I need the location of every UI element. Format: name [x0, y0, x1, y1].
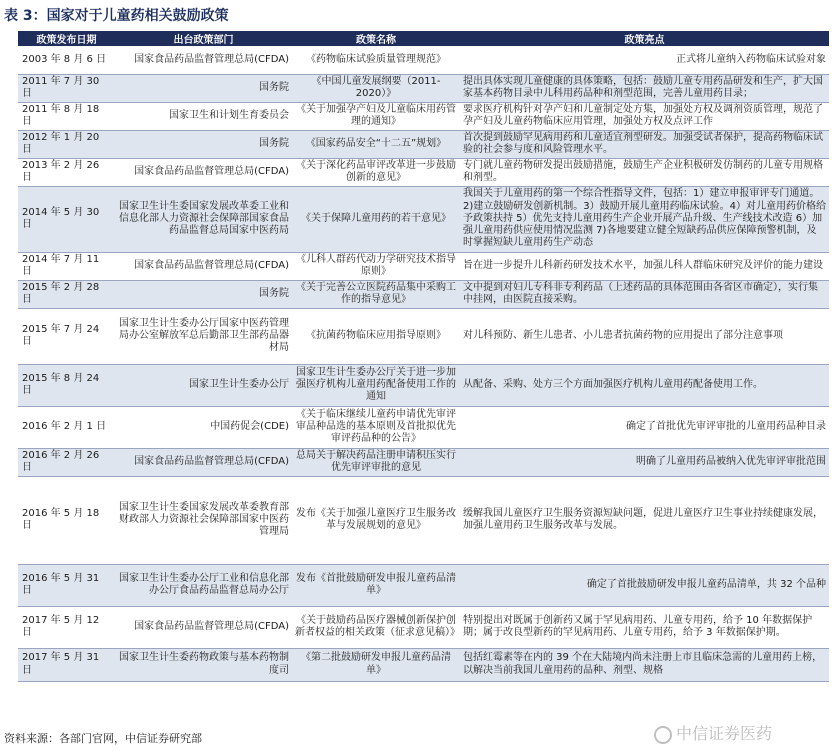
table-row	[18, 130, 829, 158]
table-row	[18, 606, 829, 648]
cell-highlight: 从配备、采购、处方三个方面加强医疗机构儿童用药配备使用工作。	[460, 364, 829, 406]
header-date: 政策发布日期	[18, 31, 115, 46]
table-row	[18, 74, 829, 102]
cell-date: 2016 年 2 月 26 日	[18, 448, 115, 476]
cell-department: 国家食品药品监督管理总局(CFDA)	[115, 46, 292, 74]
cell-policy-name: 《关于完善公立医院药品集中采购工作的指导意见》	[292, 280, 460, 308]
table-row	[18, 102, 829, 130]
table-row	[18, 406, 829, 448]
table-row	[18, 648, 829, 681]
cell-highlight: 文中提到对妇儿专科非专利药品（上述药品的具体范围由各省区市确定），实行集中挂网，由医院直接采购。	[460, 280, 829, 308]
cell-department: 国家卫生计生委办公厅	[115, 364, 292, 406]
cell-policy-name: 《药物临床试验质量管理规范》	[292, 46, 460, 74]
cell-department: 国务院	[115, 280, 292, 308]
cell-policy-name: 发布《首批鼓励研发申报儿童药品清单》	[292, 564, 460, 606]
cell-policy-name: 总局关于解决药品注册申请积压实行优先审评审批的意见	[292, 448, 460, 476]
cell-policy-name: 《关于加强孕产妇及儿童临床用药管理的通知》	[292, 102, 460, 130]
table-row	[18, 186, 829, 252]
cell-highlight: 提出具体实现儿童健康的具体策略，包括：鼓励儿童专用药品研发和生产，扩大国家基本药物目录中儿科用药品种和剂型范围，完善儿童用药目录；	[460, 74, 829, 102]
cell-department: 中国药促会(CDE)	[115, 406, 292, 448]
table-row	[18, 364, 829, 406]
table-row	[18, 448, 829, 476]
cell-highlight: 正式将儿童纳入药物临床试验对象	[460, 46, 829, 74]
wechat-logo-icon	[654, 726, 672, 744]
header-policy-name: 政策名称	[292, 31, 460, 46]
cell-highlight: 要求医疗机构针对孕产妇和儿童制定处方集，加强处方权及调剂资质管理，规范了孕产妇及儿童药物临床应用管理，加强处方权及点评工作	[460, 102, 829, 130]
cell-date: 2003 年 8 月 6 日	[18, 46, 115, 74]
cell-date: 2015 年 2 月 28 日	[18, 280, 115, 308]
header-department: 出台政策部门	[115, 31, 292, 46]
source-note: 资料来源：各部门官网，中信证券研究部	[4, 732, 202, 745]
cell-department: 国家食品药品监督管理总局(CFDA)	[115, 252, 292, 280]
cell-highlight: 确定了首批鼓励研发申报儿童药品清单，共 32 个品种	[460, 564, 829, 606]
cell-policy-name: 《关于临床继续儿童药申请优先审评审品种品选的基本原则及首批拟优先审评药品种的公告》	[292, 406, 460, 448]
cell-date: 2015 年 7 月 24 日	[18, 308, 115, 364]
table-row	[18, 158, 829, 186]
header-highlights: 政策亮点	[460, 31, 829, 46]
cell-date: 2016 年 5 月 18 日	[18, 476, 115, 564]
table-title: 表 3：国家对于儿童药相关鼓励政策	[4, 8, 229, 24]
cell-department: 国家食品药品监督管理总局(CFDA)	[115, 606, 292, 648]
cell-policy-name: 国家卫生计生委办公厅关于进一步加强医疗机构儿童用药配备使用工作的通知	[292, 364, 460, 406]
table-row	[18, 46, 829, 74]
cell-policy-name: 《关于鼓励药品医疗器械创新保护创新者权益的相关政策（征求意见稿）》	[292, 606, 460, 648]
cell-policy-name: 《儿科人群药代动力学研究技术指导原则》	[292, 252, 460, 280]
cell-highlight: 确定了首批优先审评审批的儿童用药品种目录	[460, 406, 829, 448]
cell-highlight: 我国关于儿童用药的第一个综合性指导文件，包括：1）建立申报审评专门通道。2)建立鼓励研发创新机制。3）鼓励开展儿童用药临床试验。4）对儿童用药价格给予政策扶持 5）优先支持儿童用药生产企业开展产品升级、生产线技术改造 6）加强儿童用药供应使用情况监测 7)各地要建立健全短缺药品供应保障预警机制，及时掌握短缺儿童用药生产动态	[460, 186, 829, 252]
cell-department: 国家卫生计生委国家发展改革委工业和信息化部人力资源社会保障部国家食品药品监督总局国家中医药局	[115, 186, 292, 252]
cell-department: 国家卫生计生委药物政策与基本药物制度司	[115, 648, 292, 681]
cell-department: 国家卫生计生委办公厅国家中医药管理局办公室解放军总后勤部卫生部药品器材局	[115, 308, 292, 364]
cell-policy-name: 《第二批鼓励研发申报儿童药品清单》	[292, 648, 460, 681]
cell-department: 国家卫生计生委办公厅工业和信息化部办公厅食品药品监督总局办公厅	[115, 564, 292, 606]
cell-department: 国务院	[115, 74, 292, 102]
cell-policy-name: 发布《关于加强儿童医疗卫生服务改革与发展规划的意见》	[292, 476, 460, 564]
cell-date: 2015 年 8 月 24 日	[18, 364, 115, 406]
watermark-text: 中信证券医药	[676, 724, 773, 743]
cell-department: 国家卫生计生委国家发展改革委教育部财政部人力资源社会保障部国家中医药管理局	[115, 476, 292, 564]
cell-department: 国家食品药品监督管理总局(CFDA)	[115, 448, 292, 476]
table-header-row	[18, 31, 829, 46]
cell-date: 2017 年 5 月 12 日	[18, 606, 115, 648]
cell-policy-name: 《国家药品安全“十二五”规划》	[292, 130, 460, 158]
policy-table	[18, 31, 829, 682]
table-row	[18, 476, 829, 564]
cell-policy-name: 《关于保障儿童用药的若干意见》	[292, 186, 460, 252]
watermark	[654, 722, 772, 746]
table-row	[18, 564, 829, 606]
cell-policy-name: 《抗菌药物临床应用指导原则》	[292, 308, 460, 364]
cell-date: 2011 年 7 月 30 日	[18, 74, 115, 102]
cell-policy-name: 《关于深化药品审评改革进一步鼓励创新的意见》	[292, 158, 460, 186]
cell-department: 国家卫生和计划生育委员会	[115, 102, 292, 130]
cell-department: 国家食品药品监督管理总局(CFDA)	[115, 158, 292, 186]
cell-date: 2017 年 5 月 31 日	[18, 648, 115, 681]
cell-date: 2013 年 2 月 26 日	[18, 158, 115, 186]
cell-highlight: 首次提到鼓励罕见病用药和儿童适宜剂型研发。加强受试者保护，提高药物临床试验的社会参与度和风险管理水平。	[460, 130, 829, 158]
table-row	[18, 252, 829, 280]
cell-highlight: 缓解我国儿童医疗卫生服务资源短缺问题，促进儿童医疗卫生事业持续健康发展，加强儿童用药卫生服务改革与发展。	[460, 476, 829, 564]
cell-date: 2014 年 5 月 30 日	[18, 186, 115, 252]
cell-policy-name: 《中国儿童发展纲要（2011-2020）》	[292, 74, 460, 102]
cell-highlight: 专门就儿童药物研发提出鼓励措施，鼓励生产企业积极研发仿制药的儿童专用规格和剂型。	[460, 158, 829, 186]
table-row	[18, 308, 829, 364]
cell-date: 2012 年 1 月 20 日	[18, 130, 115, 158]
cell-date: 2014 年 7 月 11 日	[18, 252, 115, 280]
table-row	[18, 280, 829, 308]
cell-date: 2016 年 2 月 1 日	[18, 406, 115, 448]
cell-department: 国务院	[115, 130, 292, 158]
cell-highlight: 明确了儿童用药品被纳入优先审评审批范围	[460, 448, 829, 476]
cell-date: 2016 年 5 月 31 日	[18, 564, 115, 606]
cell-highlight: 包括红霉素等在内的 39 个在大陆境内尚未注册上市且临床急需的儿童用药上榜，以解决当前我国儿童用药的品种、剂型、规格	[460, 648, 829, 681]
cell-highlight: 对儿科预防、新生儿患者、小儿患者抗菌药物的应用提出了部分注意事项	[460, 308, 829, 364]
cell-date: 2011 年 8 月 18 日	[18, 102, 115, 130]
cell-highlight: 特别提出对既属于创新药又属于罕见病用药、儿童专用药，给予 10 年数据保护期；属于改良型新药的罕见病用药、儿童专用药，给予 3 年数据保护期。	[460, 606, 829, 648]
cell-highlight: 旨在进一步提升儿科新药研发技术水平，加强儿科人群临床研究及评价的能力建设	[460, 252, 829, 280]
